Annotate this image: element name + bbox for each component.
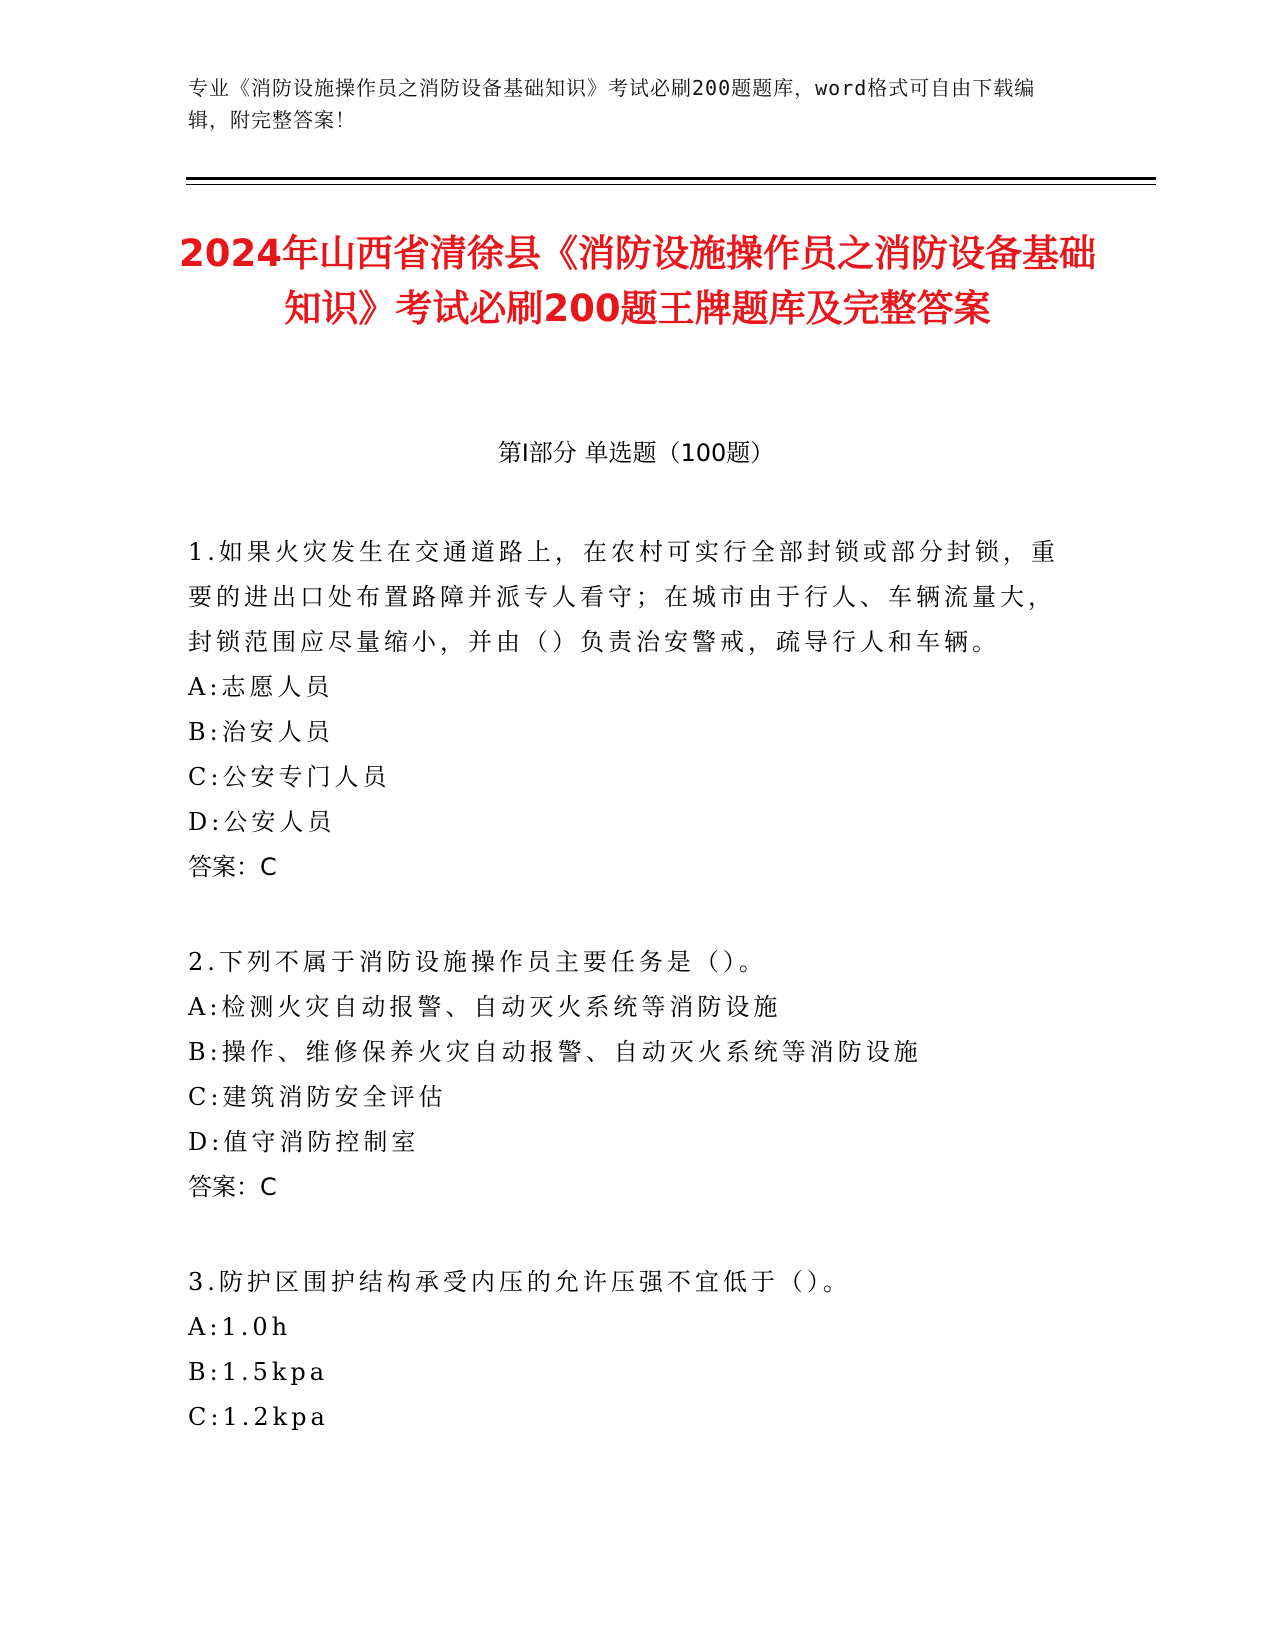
option-c: C:建筑消防安全评估	[188, 1083, 447, 1111]
option-b: B:治安人员	[188, 718, 334, 746]
option-a: A:志愿人员	[188, 673, 334, 701]
option-b: B:1.5kpa	[188, 1358, 329, 1386]
header-note: 专业《消防设施操作员之消防设备基础知识》考试必刷200题题库，word格式可自由下载编辑，附完整答案！	[188, 76, 1036, 132]
option-b: B:操作、维修保养火灾自动报警、自动灭火系统等消防设施	[188, 1038, 922, 1066]
question-list	[188, 530, 1068, 1490]
answer: 答案：C	[188, 1173, 277, 1201]
document-title: 2024年山西省清徐县《消防设施操作员之消防设备基础知识》考试必刷200题王牌题库及完整答案	[179, 232, 1096, 330]
question-stem: 3.防护区围护结构承受内压的允许压强不宜低于（）。	[188, 1268, 851, 1296]
header-rule-thick	[186, 177, 1156, 180]
option-a: A:1.0h	[188, 1313, 292, 1341]
question-2	[188, 940, 1068, 1210]
option-d: D:公安人员	[188, 808, 336, 836]
option-d: D:值守消防控制室	[188, 1128, 420, 1156]
question-3	[188, 1260, 1068, 1440]
option-a: A:检测火灾自动报警、自动灭火系统等消防设施	[188, 993, 782, 1021]
answer: 答案：C	[188, 853, 277, 881]
option-c: C:1.2kpa	[188, 1403, 329, 1431]
question-1	[188, 530, 1068, 890]
option-c: C:公安专门人员	[188, 763, 391, 791]
section-heading: 第Ⅰ部分 单选题（100题）	[497, 439, 775, 467]
question-stem: 1.如果火灾发生在交通道路上，在农村可实行全部封锁或部分封锁，重要的进出口处布置路障并派专人看守；在城市由于行人、车辆流量大，封锁范围应尽量缩小，并由（）负责治安警戒，疏导行人和车辆。	[188, 538, 1059, 656]
header-rule-thin	[186, 184, 1156, 185]
question-stem: 2.下列不属于消防设施操作员主要任务是（）。	[188, 948, 767, 976]
